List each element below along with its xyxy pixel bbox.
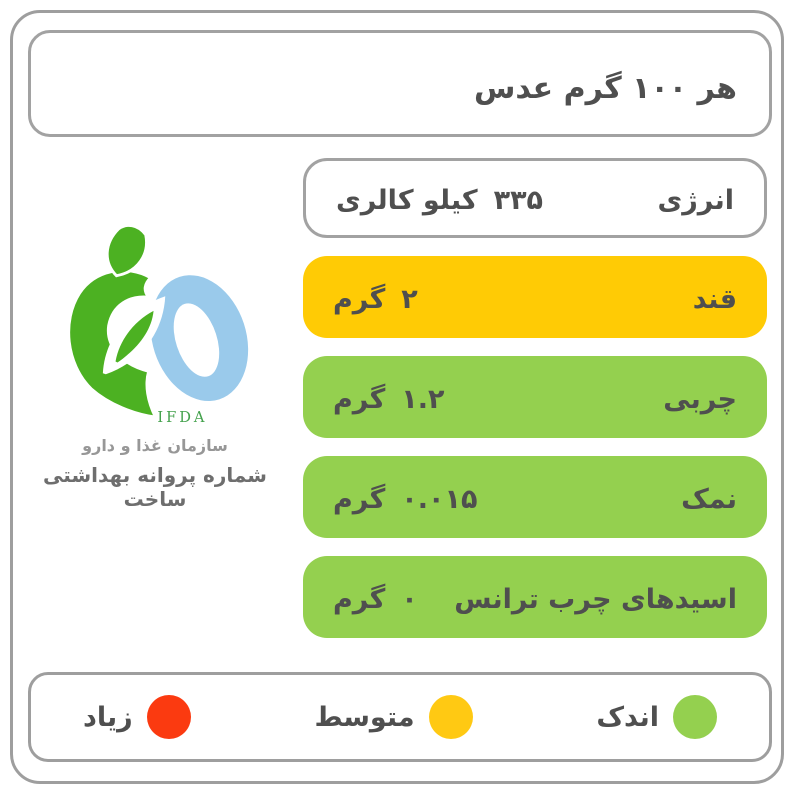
ifda-certification-block [20,218,290,511]
trans-fat-value-group [333,584,418,615]
fat-value: ۱.۲ [401,383,445,415]
legend-label-low: اندک [596,701,659,733]
nutrient-row-salt [303,456,767,538]
ifda-logo-acronym: IFDA [156,408,207,426]
fat-label: چربی [663,383,737,415]
sugar-value: ۲ [401,283,418,315]
legend-label-high: زیاد [83,701,133,733]
energy-label: انرژی [657,184,734,216]
license-caption: شماره پروانه بهداشتی ساخت [43,463,267,511]
energy-row [303,158,767,238]
legend-item-high [83,695,191,739]
ifda-logo [58,218,253,430]
ifda-logo-blue-ring [134,262,252,413]
salt-value: ۰.۰۱۵ [401,483,478,515]
salt-unit: گرم [333,483,386,515]
legend-item-medium [314,695,472,739]
trans-fat-value: ۰ [401,583,418,615]
legend-dot-low [673,695,717,739]
energy-value-group [336,185,543,216]
energy-unit: کیلو کالری [336,184,478,216]
trans-fat-label: اسیدهای چرب ترانس [454,583,737,615]
legend-item-low [596,695,717,739]
legend-label-medium: متوسط [314,701,415,733]
serving-header [28,30,772,137]
sugar-value-group [333,284,418,315]
ifda-logo-top-leaf [107,225,146,275]
legend-dot-medium [429,695,473,739]
legend [28,672,772,762]
salt-value-group [333,484,477,515]
sugar-unit: گرم [333,283,386,315]
legend-dot-high [147,695,191,739]
energy-value: ۳۳۵ [493,184,544,216]
nutrient-row-fat [303,356,767,438]
trans-fat-unit: گرم [333,583,386,615]
fat-value-group [333,384,445,415]
organization-name: سازمان غذا و دارو [82,436,228,455]
fat-unit: گرم [333,383,386,415]
nutrient-row-sugar [303,256,767,338]
salt-label: نمک [681,483,737,515]
serving-title: هر ۱۰۰ گرم عدس [473,71,737,106]
nutrient-row-trans-fat [303,556,767,638]
sugar-label: قند [692,283,737,315]
